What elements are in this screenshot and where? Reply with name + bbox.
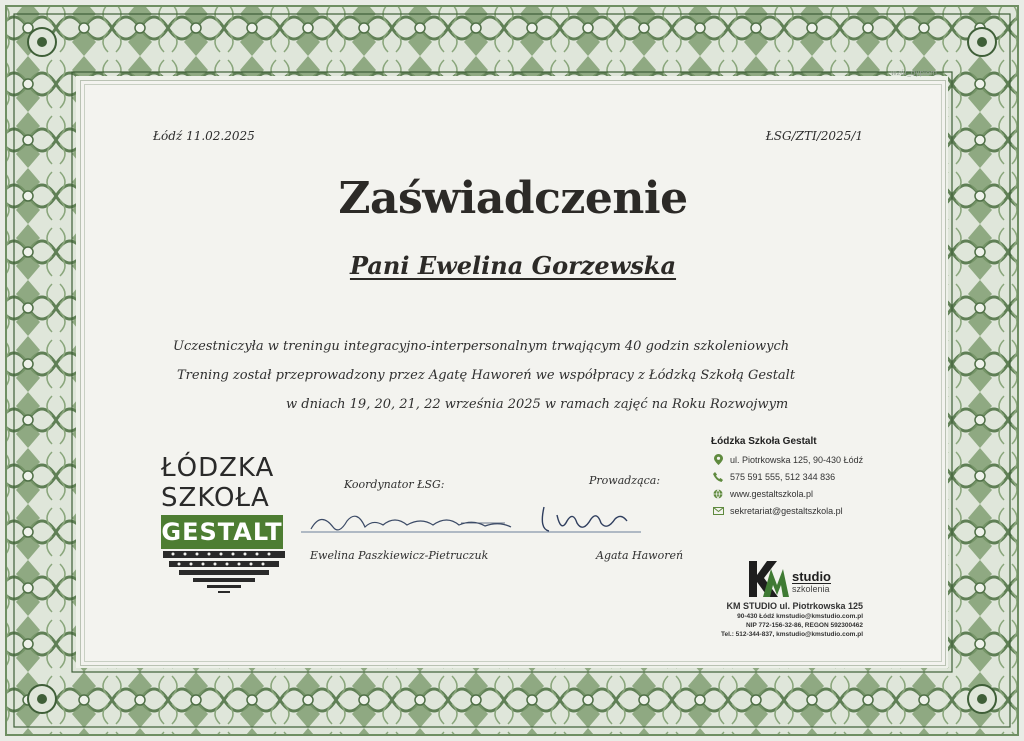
logo-line-2: SZKOŁA — [161, 483, 270, 513]
contact-address-text: ul. Piotrkowska 125, 90-430 Łódź — [730, 454, 864, 465]
recipient-name — [81, 251, 945, 280]
envelope-icon — [711, 507, 725, 515]
km-detail-line: 90-430 Łódź kmstudio@kmstudio.com.pl — [737, 613, 863, 620]
km-detail-line: NIP 772-156-32-86, REGON 592300462 — [746, 622, 863, 629]
contact-email-text: sekretariat@gestaltszkola.pl — [730, 505, 843, 516]
phone-icon — [711, 472, 725, 482]
contact-address — [711, 451, 863, 468]
globe-icon — [711, 489, 725, 499]
coordinator-label: Koordynator ŁSG: — [344, 478, 445, 491]
contact-email[interactable] — [711, 502, 863, 519]
body-line: Uczestniczyła w treningu integracyjno-interpersonalnym trwającym 40 godzin szkoleniowych — [173, 339, 790, 354]
body-line: Trening został przeprowadzony przez Agatę Haworeń we współpracy z Łódzką Szkołą Gestalt — [177, 368, 796, 383]
km-word-studio: studio — [792, 569, 831, 584]
km-studio-details — [721, 601, 863, 639]
contact-title: Łódzka Szkoła Gestalt — [711, 436, 817, 447]
contact-phone-text: 575 591 555, 512 344 836 — [730, 471, 836, 482]
corner-mark: wzór_dyplom — [890, 69, 937, 77]
body-line: w dniach 19, 20, 21, 22 września 2025 w ramach zajęć na Roku Rozwojwym — [286, 397, 789, 412]
contact-website-text: www.gestaltszkola.pl — [730, 488, 814, 499]
km-studio-logo — [749, 561, 891, 597]
logo-halftone-graphic — [163, 549, 285, 595]
issue-date: Łódź 11.02.2025 — [153, 129, 255, 143]
km-studio-block — [721, 561, 891, 639]
km-word-szkolenia: szkolenia — [792, 584, 830, 594]
certificate-title: Zaświadczenie — [338, 173, 688, 224]
reference-number: ŁSG/ZTI/2025/1 — [765, 129, 863, 143]
km-logo-mark — [749, 561, 789, 597]
school-contact — [711, 436, 863, 519]
coordinator-name: Ewelina Paszkiewicz-Pietruczuk — [310, 549, 489, 562]
trainer-signature — [542, 507, 627, 531]
certificate-paper — [80, 69, 946, 666]
trainer-name: Agata Haworeń — [596, 549, 684, 562]
contact-phone — [711, 468, 863, 485]
logo-line-3: GESTALT — [161, 515, 283, 549]
contact-website[interactable] — [711, 485, 863, 502]
km-wordmark — [792, 571, 831, 595]
logo-line-1: ŁÓDZKA — [161, 453, 275, 483]
trainer-label: Prowadząca: — [589, 474, 661, 487]
km-detail-line: KM STUDIO ul. Piotrkowska 125 — [726, 601, 863, 611]
km-detail-line: Tel.: 512-344-837, kmstudio@kmstudio.com.pl — [721, 631, 864, 638]
signatures — [261, 501, 741, 545]
location-pin-icon — [711, 454, 725, 465]
recipient-name-text: Pani Ewelina Gorzewska — [349, 251, 677, 280]
